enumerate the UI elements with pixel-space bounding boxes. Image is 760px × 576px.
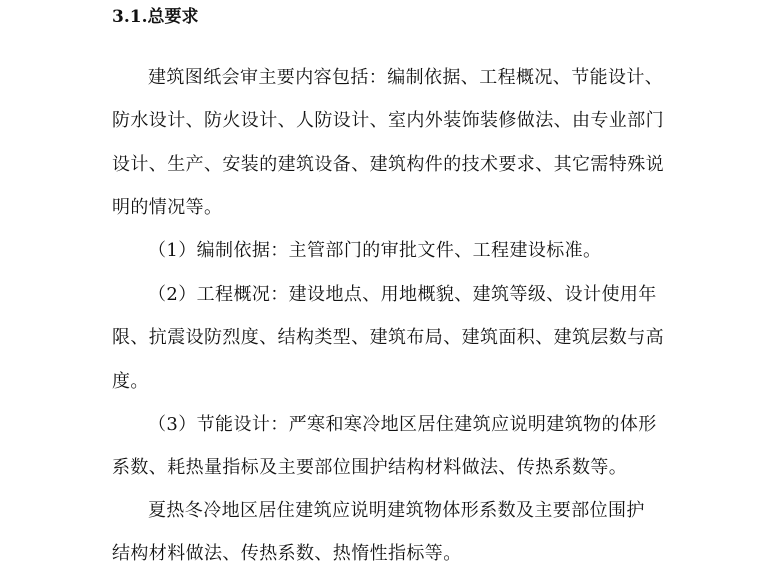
paragraph-line: 建筑图纸会审主要内容包括：编制依据、工程概况、节能设计、: [148, 67, 664, 88]
paragraph-hot-summer-cold-winter: [112, 489, 672, 576]
paragraph-compilation-basis: [112, 229, 672, 272]
paragraph-line: （2）工程概况：建设地点、用地概貌、建筑等级、设计使用年: [148, 284, 657, 305]
paragraph-line: 夏热冬冷地区居住建筑应说明建筑物体形系数及主要部位围护: [148, 500, 645, 521]
paragraph-line: 结构材料做法、传热系数、热惰性指标等。: [112, 543, 462, 565]
paragraph-line: 限、抗震设防烈度、结构类型、建筑布局、建筑面积、建筑层数与高: [112, 327, 664, 349]
paragraph-line: （1）编制依据：主管部门的审批文件、工程建设标准。: [148, 240, 602, 261]
section-heading: 3.1.总要求: [112, 7, 199, 27]
paragraph-line: 度。: [112, 370, 149, 392]
paragraph-line: 明的情况等。: [112, 197, 223, 219]
paragraph-line: （3）节能设计：严寒和寒冷地区居住建筑应说明建筑物的体形: [148, 414, 657, 435]
paragraph-line: 系数、耗热量指标及主要部位围护结构材料做法、传热系数等。: [112, 457, 628, 479]
paragraph-line: 设计、生产、安装的建筑设备、建筑构件的技术要求、其它需特殊说: [112, 153, 664, 175]
paragraph-line: 防水设计、防火设计、人防设计、室内外装饰装修做法、由专业部门: [112, 110, 664, 132]
paragraph-energy-design: [112, 403, 672, 490]
paragraph-project-overview: [112, 273, 672, 403]
paragraph-review-contents: [112, 56, 672, 230]
